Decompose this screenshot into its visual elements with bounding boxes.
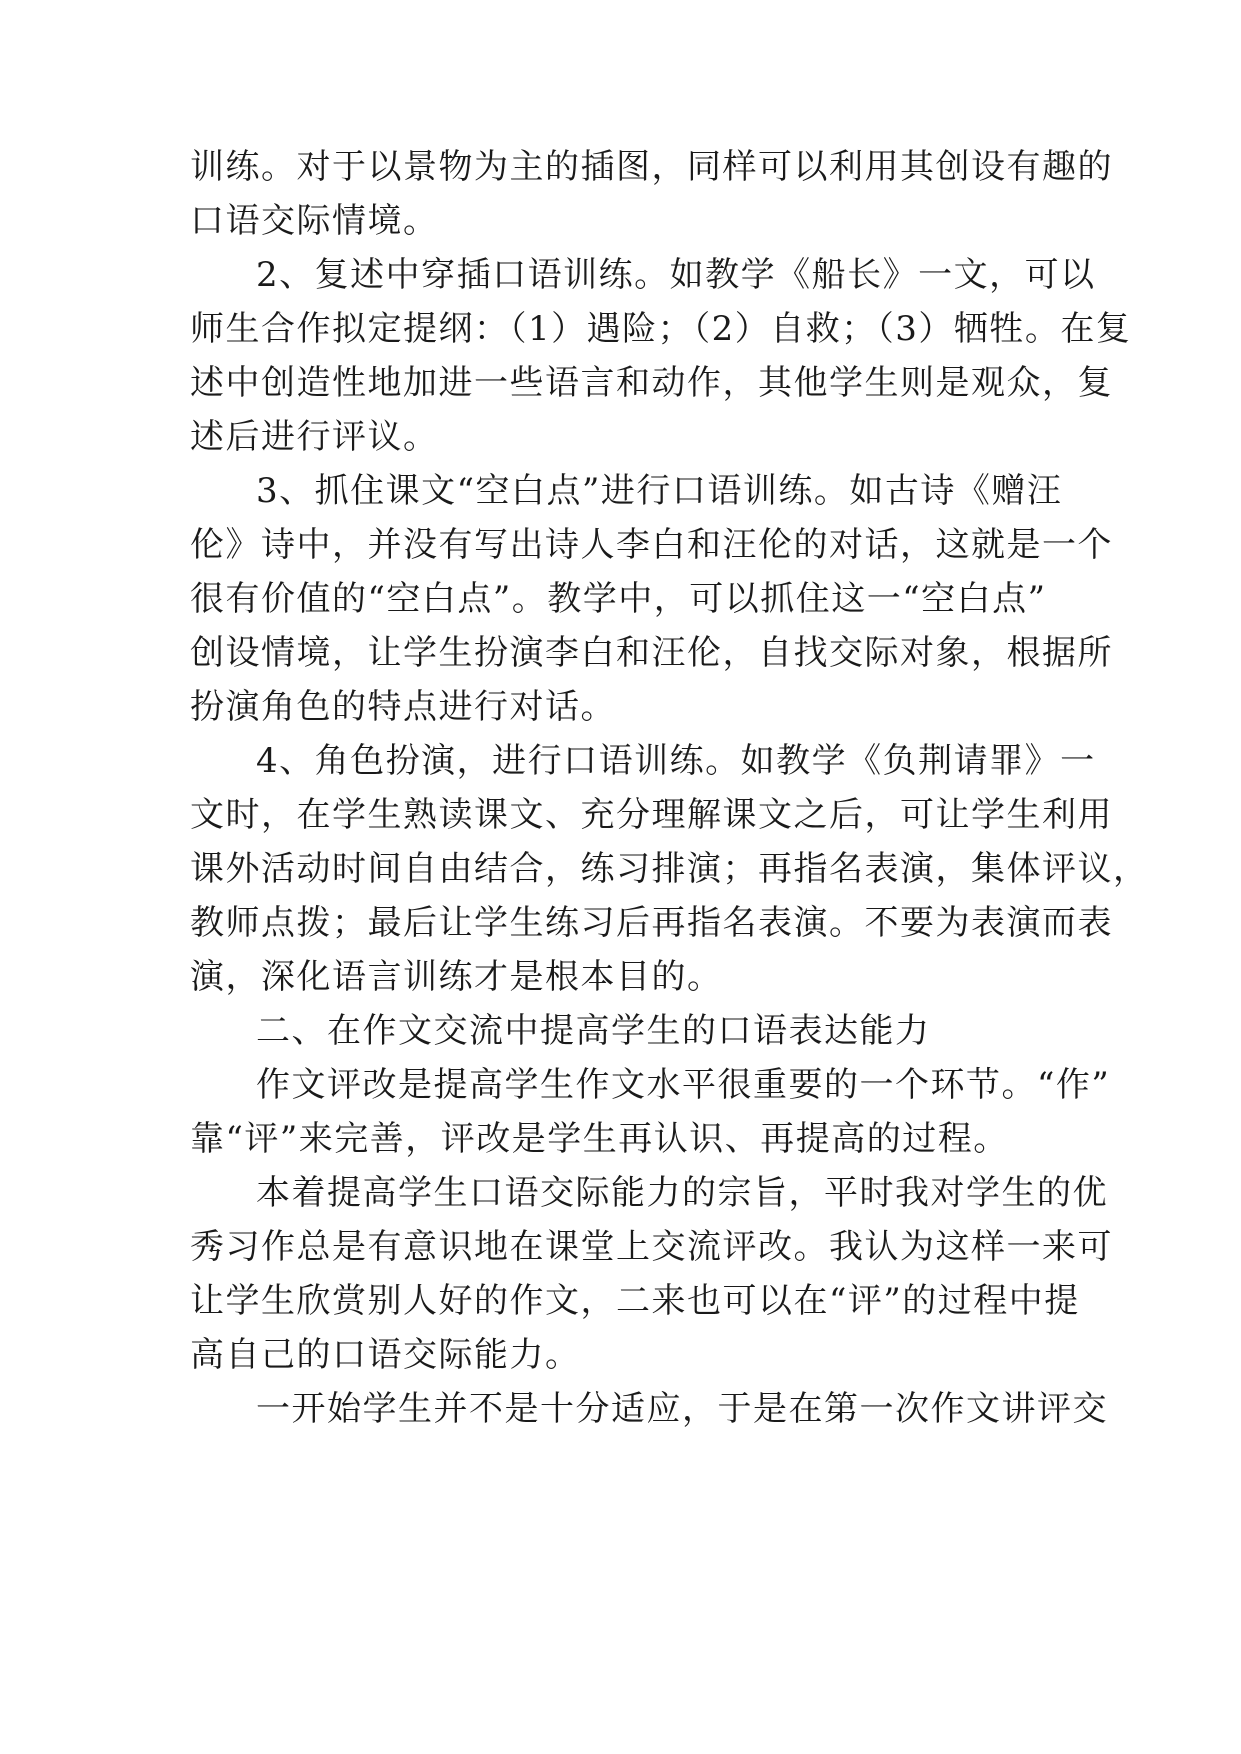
section-heading: 二、在作文交流中提高学生的口语表达能力 <box>256 1011 931 1051</box>
text-line: 口语交际情境。 <box>190 201 439 241</box>
text-line: 靠“评”来完善，评改是学生再认识、再提高的过程。 <box>190 1119 1009 1159</box>
text-line: 3、抓住课文“空白点”进行口语训练。如古诗《赠汪 <box>256 471 1063 511</box>
text-line: 文时，在学生熟读课文、充分理解课文之后，可让学生利用 <box>190 795 1113 835</box>
text-line: 伦》诗中，并没有写出诗人李白和汪伦的对话，这就是一个 <box>190 525 1113 565</box>
text-line: 让学生欣赏别人好的作文，二来也可以在“评”的过程中提 <box>190 1281 1080 1321</box>
text-line: 本着提高学生口语交际能力的宗旨，平时我对学生的优 <box>256 1173 1108 1213</box>
text-line: 高自己的口语交际能力。 <box>190 1335 581 1375</box>
text-line: 创设情境，让学生扮演李白和汪伦，自找交际对象，根据所 <box>190 633 1113 673</box>
text-line: 一开始学生并不是十分适应，于是在第一次作文讲评交 <box>256 1389 1108 1429</box>
text-line: 4、角色扮演，进行口语训练。如教学《负荆请罪》一 <box>256 741 1096 781</box>
text-line: 作文评改是提高学生作文水平很重要的一个环节。“作” <box>256 1065 1111 1105</box>
text-line: 述后进行评议。 <box>190 417 439 457</box>
text-line: 教师点拨；最后让学生练习后再指名表演。不要为表演而表 <box>190 903 1113 943</box>
text-line: 演，深化语言训练才是根本目的。 <box>190 957 723 997</box>
text-line: 很有价值的“空白点”。教学中，可以抓住这一“空白点” <box>190 579 1047 619</box>
text-line: 2、复述中穿插口语训练。如教学《船长》一文，可以 <box>256 255 1096 295</box>
text-line: 秀习作总是有意识地在课堂上交流评改。我认为这样一来可 <box>190 1227 1113 1267</box>
text-line: 述中创造性地加进一些语言和动作，其他学生则是观众，复 <box>190 363 1113 403</box>
text-line: 课外活动时间自由结合，练习排演；再指名表演，集体评议， <box>190 849 1149 889</box>
text-line: 师生合作拟定提纲：（1）遇险；（2）自救；（3）牺牲。在复 <box>190 309 1132 349</box>
text-line: 训练。对于以景物为主的插图，同样可以利用其创设有趣的 <box>190 147 1113 187</box>
text-line: 扮演角色的特点进行对话。 <box>190 687 616 727</box>
